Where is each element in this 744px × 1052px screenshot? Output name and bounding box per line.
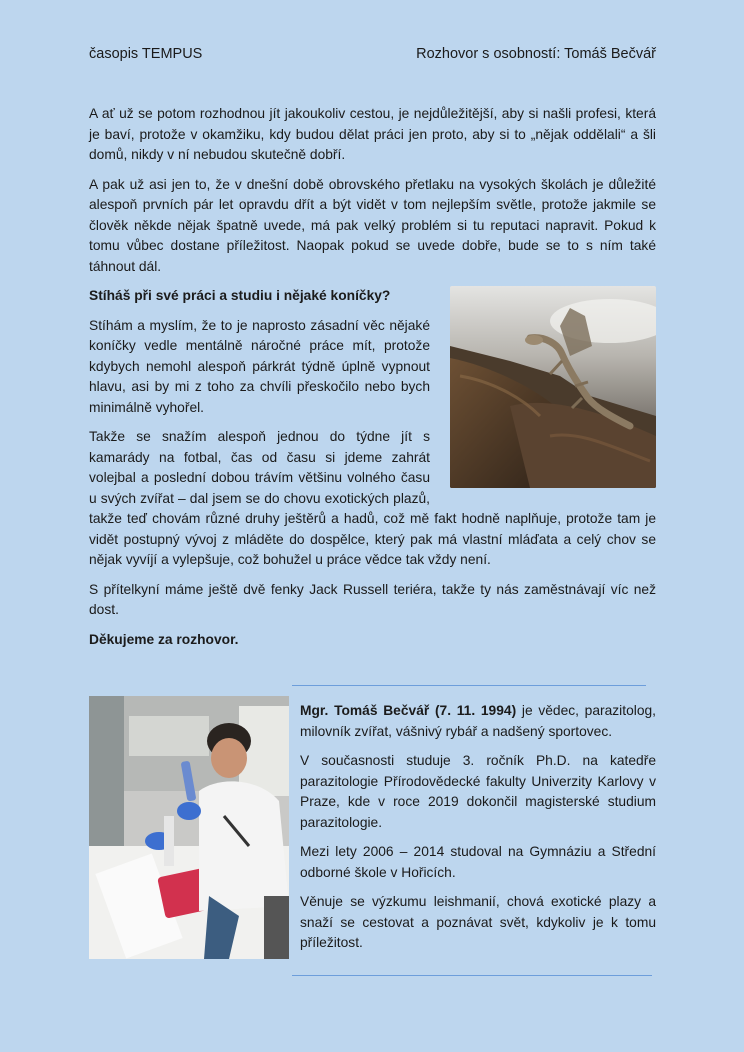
closing-thanks: Děkujeme za rozhovor. [89, 631, 239, 647]
lizard-photo [450, 286, 656, 488]
bio-paragraph: V současnosti studuje 3. ročník Ph.D. na katedře parazitologie Přírodovědecké fakulty Univerzity Karlovy v Praze, kde v roce 2019 dokončil magisterské studium parazitologie. [300, 753, 656, 830]
bio-paragraph: Věnuje se výzkumu leishmanií, chová exotické plazy a snaží se cestovat a poznávat svět, kdykoliv je k tomu příležitost. [300, 894, 656, 950]
section-title: Rozhovor s osobností: Tomáš Bečvář [416, 46, 656, 62]
lab-photo [89, 696, 289, 959]
bio-name: Mgr. Tomáš Bečvář (7. 11. 1994) [300, 703, 517, 718]
answer-paragraph: Stíhám a myslím, že to je naprosto zásadní věc nějaké koníčky vedle mentálně náročné práce mít, protože kdybych nemohl alespoň párkrát týdně úplně vypnout hlavu, asi by mi z toho za chvíli přeskočilo nebo bych minimálně vyhořel. [89, 317, 430, 415]
answer-paragraph: S přítelkyní máme ještě dvě fenky Jack Russell teriéra, takže ty nás zaměstnávají víc než dost. [89, 581, 656, 617]
top-divider [292, 685, 646, 686]
page-header [89, 46, 656, 62]
interview-question: Stíháš při své práci a studiu i nějaké koníčky? [89, 288, 391, 303]
bio-intro-text: je vědec, parazitolog, milovník zvířat, vášnivý rybář a nadšený sportovec. [300, 703, 657, 739]
bio-paragraph: Mezi lety 2006 – 2014 studoval na Gymnáziu a Střední odborné škole v Hořicích. [300, 844, 656, 880]
article-paragraph: A pak už asi jen to, že v dnešní době obrovského přetlaku na vysokých školách je důležité alespoň prvních pár let opravdu dřít a být vidět v tom nejlepším světle, protože jakmile se člověk někde nějak špatně uvede, má pak velký problém si tu reputaci napravit. Pokud k tomu vůbec dostane příležitost. Naopak pokud se uvede dobře, bude se to s ním také táhnout dál. [89, 176, 656, 274]
answer-paragraph: Takže se snažím alespoň jednou do týdne jít s kamarády na fotbal, čas od času si jdeme zahrát volejbal a poslední dobou trávím většinu volného času u svých zvířat – dal jsem se do chovu exotických plazů, takže teď chovám různé druhy ještěrů a hadů, což mě fakt hodně naplňuje, protože tam je vidět postupný vývoj z mláděte do dospělce, který pak má vlastní mláďata a celý chov se nějak vyvíjí a vylepšuje, což bohužel u práce vědce tak vždy není. [89, 429, 656, 567]
bottom-divider [292, 975, 652, 976]
author-bio [300, 701, 656, 963]
magazine-name: časopis TEMPUS [89, 46, 203, 62]
article-body [89, 104, 656, 659]
bio-intro [300, 701, 656, 742]
article-paragraph: A ať už se potom rozhodnou jít jakoukoliv cestou, je nejdůležitější, aby si našli profesi, která je baví, protože v okamžiku, kdy budou dělat práci jen proto, aby si to „nějak oddělali“ a šli domů, nikdy v ní nebudou skutečně dobří. [89, 106, 656, 162]
